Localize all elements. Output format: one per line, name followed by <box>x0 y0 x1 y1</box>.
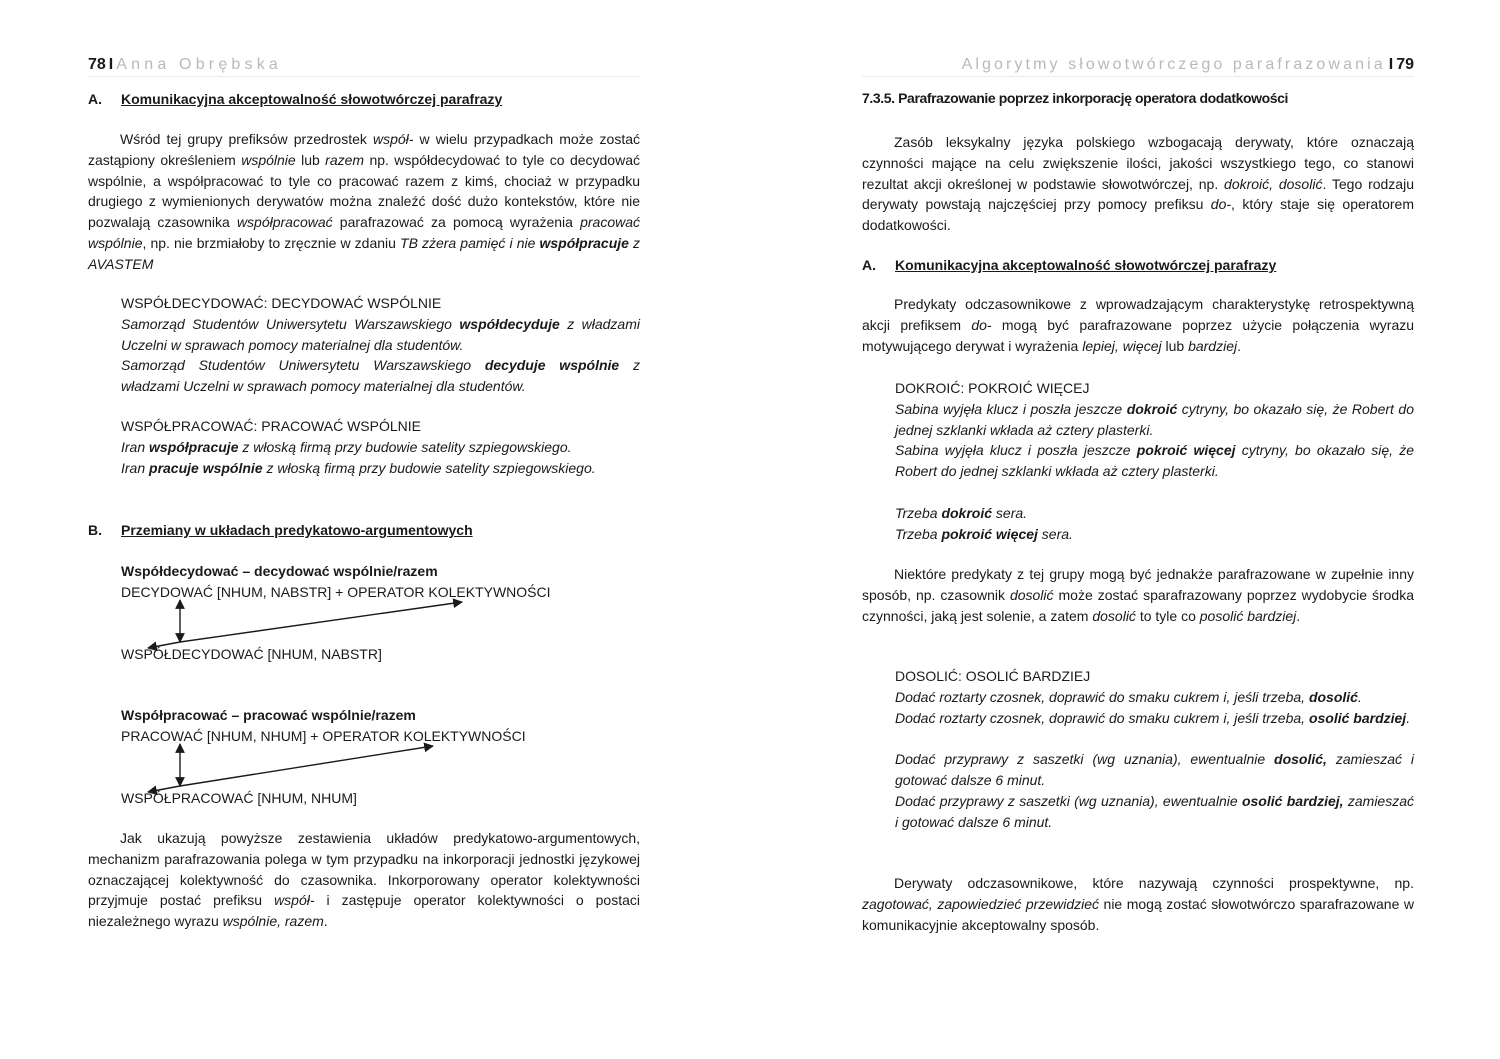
section-a-heading: A. Komunikacyjna akceptowalność słowotwórczej parafrazy <box>862 257 1277 273</box>
section-b-heading: B. Przemiany w układach predykatowo-argumentowych <box>88 522 473 538</box>
diagram-source: DECYDOWAĆ [NHUM, NABSTR] + OPERATOR KOLEKTYWNOŚCI <box>121 583 551 600</box>
diagram-2-result: WSPÓŁPRACOWAĆ [NHUM, NHUM] <box>121 790 357 806</box>
paragraph: Wśród tej grupy prefiksów przedrostek współ- w wielu przypadkach może zostać zastąpiony określeniem wspólnie lub razem np. współdecydować to tyle co decydować wspólnie, a współpracować to tyle co pracować razem z kimś, chociaż w przypadku drugiego z wymienionych derywatów można znaleźć dość dużo kontekstów, które nie pozwalają czasownika współpracować parafrazować za pomocą wyrażenia pracować wspólnie, np. nie brzmiałoby to zręcznie w zdaniu TB zżera pamięć i nie współpracuje z AVASTEM <box>88 131 641 272</box>
example-block: DOSOLIĆ: OSOLIĆ BARDZIEJ Dodać roztarty czosnek, doprawić do smaku cukrem i, jeśli trzeba, dosolić. Dodać roztarty czosnek, doprawić do smaku cukrem i, jeśli trzeba, osolić bardziej. Dodać przyprawy z saszetki (wg uznania), ewentualnie dosolić, zamieszać i gotować dalsze 6 minut. Dodać przyprawy z saszetki (wg uznania), ewentualnie osolić bardziej, zamieszać i gotować dalsze 6 minut. <box>895 668 1415 830</box>
page-number: 79 <box>1396 56 1414 73</box>
header-rule <box>862 76 1414 77</box>
example-block: DOKROIĆ: POKROIĆ WIĘCEJ Sabina wyjęła klucz i poszła jeszcze dokroić cytryny, bo okazało się, że Robert do jednej szklanki wkłada aż cztery plasterki. Sabina wyjęła klucz i poszła jeszcze pokroić więcej cytryny, bo okazało się, że Robert do jednej szklanki wkłada aż cztery plasterki. Trzeba dokroić sera. Trzeba pokroić więcej sera. <box>895 380 1414 542</box>
example-heading: DOSOLIĆ: OSOLIĆ BARDZIEJ <box>895 668 1091 684</box>
left-page <box>88 0 640 1059</box>
paragraph: Derywaty odczasownikowe, które nazywają czynności prospektywne, np. zagotować, zapowiedzieć przewidzieć nie mogą zostać słowotwórczo sparafrazowane w komunikacyjnie akceptowalny sposób. <box>862 875 1414 933</box>
example-block: WSPÓŁDECYDOWAĆ: DECYDOWAĆ WSPÓLNIE Samorząd Studentów Uniwersytetu Warszawskiego współdecyduje z władzami Uczelni w sprawach pomocy materialnej dla studentów. Samorząd Studentów Uniwersytetu Warszawskiego decyduje wspólnie z władzami Uczelni w sprawach pomocy materialnej dla studentów. <box>121 295 641 395</box>
paragraph: Niektóre predykaty z tej grupy mogą być jednakże parafrazowane w zupełnie inny sposób, np. czasownik dosolić może zostać sparafrazowany poprzez wydobycie środka czynności, jaką jest solenie, a zatem dosolić to tyle co posolić bardziej. <box>862 566 1414 624</box>
header-separator: I <box>1388 56 1394 73</box>
right-page <box>862 0 1414 1059</box>
subsection-heading: 7.3.5. Parafrazowanie poprzez inkorporację operatora dodatkowości <box>862 90 1289 106</box>
diagram-title: Współpracować – pracować wspólnie/razem <box>121 707 416 723</box>
diagram-title: Współdecydować – decydować wspólnie/razem <box>121 563 438 579</box>
paragraph: Zasób leksykalny języka polskiego wzbogacają derywaty, które oznaczają czynności mające na celu zwiększenie ilości, jakości wszystkiego tego, co stanowi rezultat akcji określonej w podstawie słowotwórczej, np. dokroić, dosolić. Tego rodzaju derywaty powstają najczęściej przy pomocy prefiksu do-, który staje się operatorem dodatkowości. <box>862 134 1414 234</box>
example-heading: WSPÓŁDECYDOWAĆ: DECYDOWAĆ WSPÓLNIE <box>121 295 442 311</box>
example-heading: DOKROIĆ: POKROIĆ WIĘCEJ <box>895 380 1090 396</box>
header-title: Algorytmy słowotwórczego parafrazowania <box>961 56 1386 73</box>
diagram-1-result: WSPÓŁDECYDOWAĆ [NHUM, NABSTR] <box>121 646 382 662</box>
diagram-source: PRACOWAĆ [NHUM, NHUM] + OPERATOR KOLEKTYWNOŚCI <box>121 727 526 744</box>
header-author: Anna Obrębska <box>116 56 283 73</box>
section-a-heading: A. Komunikacyjna akceptowalność słowotwórczej parafrazy <box>88 91 503 107</box>
example-block: WSPÓŁPRACOWAĆ: PRACOWAĆ WSPÓLNIE Iran współpracuje z włoską firmą przy budowie satelity szpiegowskiego. Iran pracuje wspólnie z włoską firmą przy budowie satelity szpiegowskiego. <box>121 416 640 478</box>
paragraph: Jak ukazują powyższe zestawienia układów predykatowo-argumentowych, mechanizm parafrazowania polega w tym przypadku na inkorporacji jednostki językowej oznaczającej kolektywność do czasownika. Inkorporowany operator kolektywności przyjmuje postać prefiksu współ- i zastępuje operator kolektywności o postaci niezależnego wyrazu wspólnie, razem. <box>88 830 640 930</box>
paragraph: Predykaty odczasownikowe z wprowadzającym charakterystykę retrospektywną akcji prefiksem do- mogą być parafrazowane poprzez użycie połączenia wyrazu motywującego derywat i wyrażenia lepiej, więcej lub bardziej. <box>862 296 1415 354</box>
page-header <box>862 56 1414 78</box>
diagram-2-arrows <box>88 0 640 900</box>
header-separator: I <box>108 56 114 73</box>
page-number: 78 <box>88 56 106 73</box>
example-heading: WSPÓŁPRACOWAĆ: PRACOWAĆ WSPÓLNIE <box>121 418 421 434</box>
